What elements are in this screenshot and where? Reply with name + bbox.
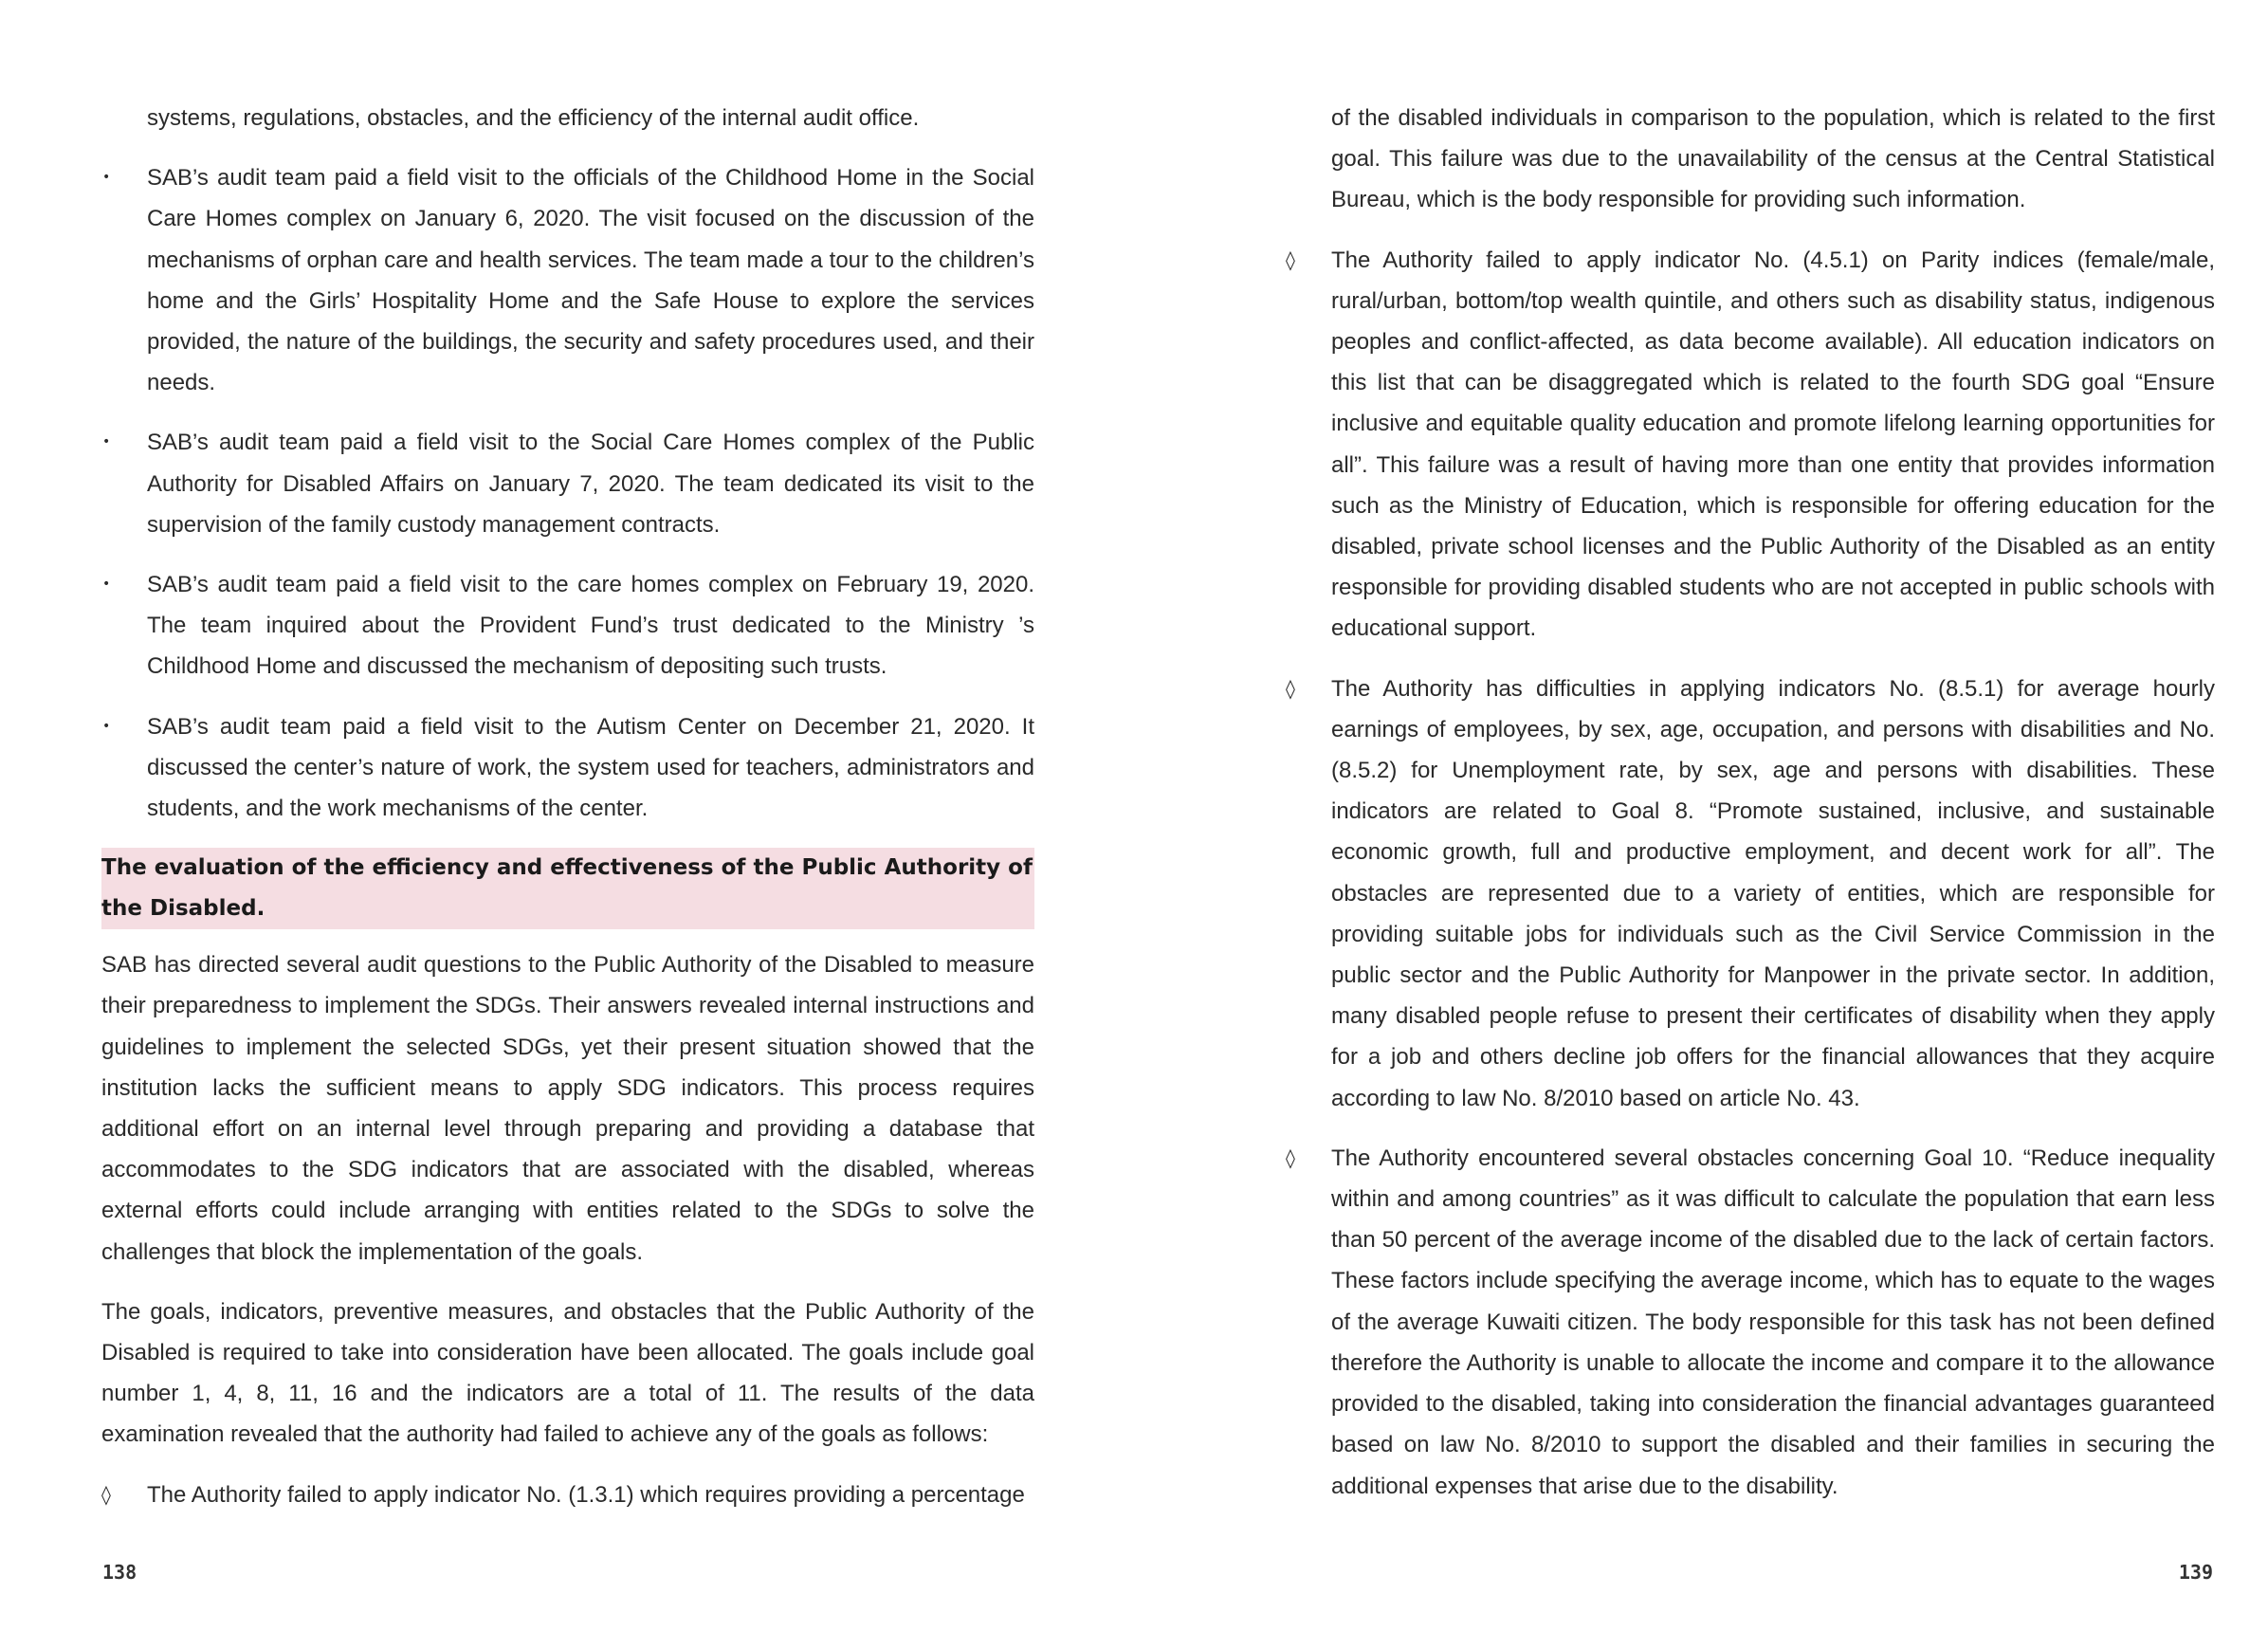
bullet-icon: • <box>102 170 111 186</box>
bullet-item <box>101 157 1034 403</box>
diamond-text: The Authority encountered several obstacles concerning Goal 10. “Reduce inequality within and among countries” as it was difficult to calculate the population that earn less than 50 percent of the average income of the disabled due to the lack of certain factors. These factors include specifying the average income, which has to equate to the wages of the average Kuwaiti citizen. The body responsible for this task has not been defined therefore the Authority is unable to allocate the income and compare it to the allowance provided to the disabled, taking into consideration the financial advantages guaranteed based on law No. 8/2010 to support the disabled and their families in securing the additional expenses that arise due to the disability. <box>1331 1145 2215 1499</box>
bullet-item <box>101 706 1034 830</box>
diamond-text: The Authority failed to apply indicator No. (1.3.1) which requires providing a percentage <box>147 1481 1025 1508</box>
body-paragraph: SAB has directed several audit questions to the Public Authority of the Disabled to measure their preparedness to implement the SDGs. Their answers revealed internal instructions and guidelines to implement the selected SDGs, yet their present situation showed that the institution lacks the sufficient means to apply SDG indicators. This process requires additional effort on an internal level through preparing and providing a database that accommodates to the SDG indicators that are associated with the disabled, whereas external efforts could include arranging with entities related to the SDGs to solve the challenges that block the implementation of the goals. <box>101 952 1034 1265</box>
page-number: 138 <box>102 1561 137 1584</box>
diamond-text: The Authority failed to apply indicator No. (4.5.1) on Parity indices (female/male, rural/urban, bottom/top wealth quintile, and others such as disability status, indigenous peoples and conflict-affected, as data become available). All education indicators on this list that can be disaggregated which is related to the fourth SDG goal “Ensure inclusive and equitable quality education and promote lifelong learning opportunities for all”. This failure was a result of having more than one entity that provides information such as the Ministry of Education, which is responsible for offering education for the disabled, private school licenses and the Public Authority of the Disabled as an entity responsible for providing disabled students who are not accepted in public schools with educational support. <box>1331 247 2215 642</box>
diamond-item <box>1286 669 2215 1119</box>
diamond-icon: ◊ <box>101 1482 111 1506</box>
diamond-item <box>101 1475 1034 1515</box>
bullet-text: SAB’s audit team paid a field visit to the officials of the Childhood Home in the Social Care Homes complex on January 6, 2020. The visit focused on the discussion of the mechanisms of orphan care and health services. The team made a tour to the children’s home and the Girls’ Hospitality Home and the Safe House to explore the services provided, the nature of the buildings, the security and safety procedures used, and their needs. <box>147 165 1034 396</box>
bullet-item <box>101 422 1034 545</box>
body-paragraph: The goals, indicators, preventive measures, and obstacles that the Public Authority of the Disabled is required to take into consideration have been allocated. The goals include goal number 1, 4, 8, 11, 16 and the indicators are a total of 11. The results of the data examination revealed that the authority had failed to achieve any of the goals as follows: <box>101 1298 1034 1448</box>
bullet-text: SAB’s audit team paid a field visit to the Autism Center on December 21, 2020. It discussed the center’s nature of work, the system used for teachers, administrators and students, and the work mechanisms of the center. <box>147 713 1034 822</box>
right-page <box>1134 0 2268 1649</box>
diamond-item <box>1286 240 2215 650</box>
continuation-text: of the disabled individuals in comparison to the population, which is related to the first goal. This failure was due to the unavailability of the census at the Central Statistical Bureau, which is the body responsible for providing such information. <box>1331 105 2215 213</box>
diamond-item <box>1286 1138 2215 1507</box>
right-column <box>1286 98 2215 1526</box>
page-number: 139 <box>2178 1561 2213 1584</box>
left-column <box>101 98 1034 1534</box>
bullet-item <box>101 564 1034 687</box>
diamond-text: The Authority has difficulties in applying indicators No. (8.5.1) for average hourly earnings of employees, by sex, age, occupation, and persons with disabilities and No. (8.5.2) for Unemployment rate, by sex, age and persons with disabilities. These indicators are related to Goal 8. “Promote sustained, inclusive, and sustainable economic growth, full and productive employment, and decent work for all”. The obstacles are represented due to a variety of entities, which are responsible for providing suitable jobs for individuals such as the Civil Service Commission in the public sector and the Public Authority for Manpower in the private sector. In addition, many disabled people refuse to present their certificates of disability when they apply for a job and others decline job offers for the financial allowances that they acquire according to law No. 8/2010 based on article No. 43. <box>1331 675 2215 1111</box>
bullet-text: SAB’s audit team paid a field visit to the Social Care Homes complex of the Public Authority for Disabled Affairs on January 7, 2020. The team dedicated its visit to the supervision of the family custody management contracts. <box>147 430 1034 538</box>
bullet-icon: • <box>102 434 111 450</box>
diamond-icon: ◊ <box>1286 676 1295 700</box>
continuation-text: systems, regulations, obstacles, and the efficiency of the internal audit office. <box>147 105 920 131</box>
bullet-text: SAB’s audit team paid a field visit to the care homes complex on February 19, 2020. The team inquired about the Provident Fund’s trust dedicated to the Ministry ’s Childhood Home and discussed the mechanism of depositing such trusts. <box>147 572 1034 680</box>
diamond-icon: ◊ <box>1286 247 1295 271</box>
bullet-icon: • <box>102 718 111 734</box>
diamond-icon: ◊ <box>1286 1145 1295 1169</box>
bullet-icon: • <box>102 577 111 593</box>
section-heading: The evaluation of the efficiency and effectiveness of the Public Authority of the Disabled. <box>101 848 1034 929</box>
